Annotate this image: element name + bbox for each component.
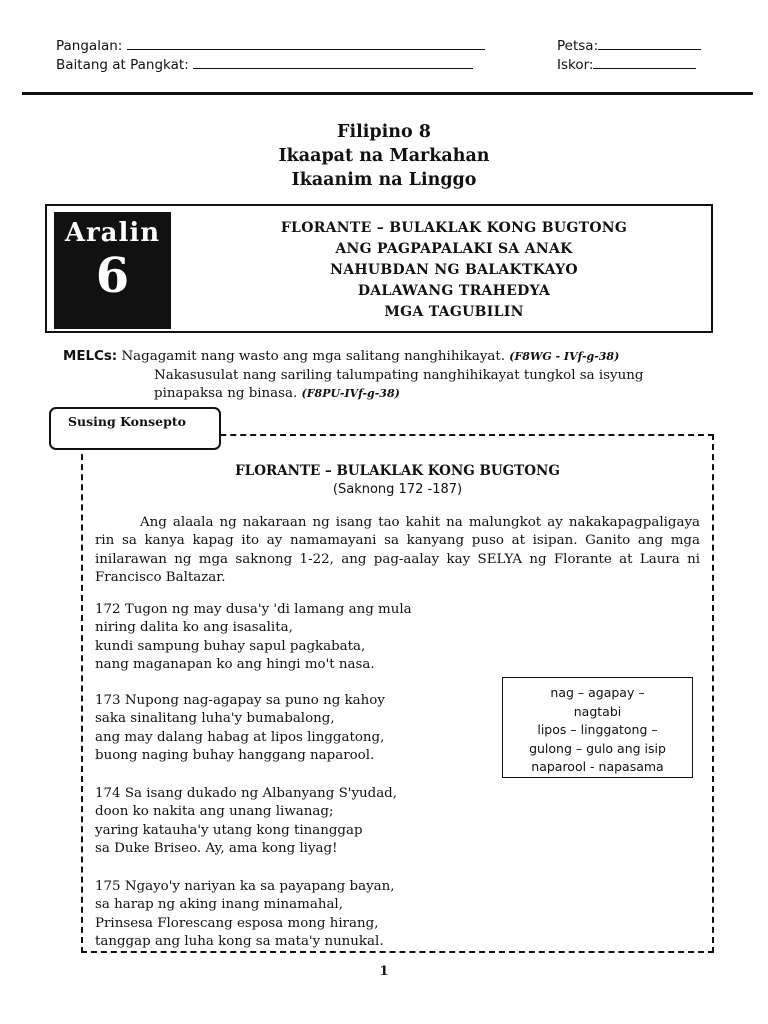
stanza-line: buong naging buhay hanggang naparool.: [95, 748, 375, 764]
concept-title: FLORANTE – BULAKLAK KONG BUGTONG: [235, 463, 560, 479]
stanza-line: sa Duke Briseo. Ay, ama kong liyag!: [95, 841, 338, 857]
stanza-174: [95, 785, 397, 859]
concept-tab: [49, 407, 221, 450]
score-blank[interactable]: [593, 55, 696, 69]
name-label: Pangalan:: [56, 38, 123, 54]
melc-text-2: Nakasusulat nang sariling talumpating nanghihikayat tungkol sa isyung: [154, 367, 644, 383]
stanza-line: yaring katauha'y utang kong tinanggap: [95, 822, 363, 838]
stanza-line: Prinsesa Florescang esposa mong hirang,: [95, 915, 379, 931]
stanza-line: 175 Ngayo'y nariyan ka sa payapang bayan,: [95, 879, 395, 894]
aralin-word: Aralin: [64, 218, 161, 248]
stanza-175: [95, 878, 395, 952]
stanza-line: saka sinalitang luha'y bumabalong,: [95, 711, 335, 727]
concept-tab-label: Susing Konsepto: [68, 414, 186, 429]
title-quarter: Ikaapat na Markahan: [278, 146, 490, 166]
score-label: Iskor:: [557, 57, 594, 73]
concept-subtitle: (Saknong 172 -187): [332, 482, 463, 497]
vocab-line: nag – agapay –: [550, 685, 645, 700]
stanza-172: [95, 601, 412, 675]
melcs-section: [63, 348, 713, 404]
stanza-line: sa harap ng aking inang minamahal,: [95, 897, 343, 913]
stanza-line: 174 Sa isang dukado ng Albanyang S'yudad,: [95, 786, 398, 801]
page-titles: [0, 120, 768, 192]
stanza-line: doon ko nakita ang unang liwanag;: [95, 804, 334, 820]
melc-text-3: pinapaksa ng binasa.: [154, 386, 298, 401]
date-label: Petsa:: [557, 38, 599, 54]
concept-box: [81, 434, 714, 953]
melc-line-1: [63, 348, 713, 367]
vocabulary-box: [502, 677, 693, 778]
lesson-box: [45, 204, 713, 333]
date-field[interactable]: [557, 36, 701, 54]
vocab-line: naparool - napasama: [531, 759, 664, 774]
grade-label: Baitang at Pangkat:: [56, 57, 189, 73]
aralin-badge: [54, 212, 171, 329]
title-week: Ikaanim na Linggo: [291, 170, 477, 190]
grade-field[interactable]: [56, 55, 473, 73]
concept-intro: Ang alaala ng nakaraan ng isang tao kahit na malungkot ay nakakapagpaligaya rin sa kanya kapag ito ay namamayani sa kanyang puso at isipan. Ganito ang mga inilarawan ng mga saknong 1-22, ang pag-aalay kay SELYA ng Florante at Laura ni Francisco Baltazar.: [95, 515, 700, 586]
lesson-item: ANG PAGPAPALAKI SA ANAK: [335, 241, 573, 257]
stanza-line: niring dalita ko ang isasalita,: [95, 620, 293, 636]
name-blank[interactable]: [127, 36, 485, 50]
date-blank[interactable]: [598, 36, 701, 50]
melc-line-3: [63, 385, 713, 404]
stanza-line: tanggap ang luha kong sa mata'y nunukal.: [95, 934, 384, 950]
stanza-line: 173 Nupong nag-agapay sa puno ng kahoy: [95, 693, 385, 708]
lesson-list: [197, 218, 711, 323]
grade-blank[interactable]: [193, 55, 473, 69]
header-rule: [22, 92, 753, 95]
score-field[interactable]: [557, 55, 696, 73]
lesson-item: NAHUBDAN NG BALAKTKAYO: [330, 262, 578, 278]
stanza-line: kundi sampung buhay sapul pagkabata,: [95, 638, 366, 654]
vocab-line: gulong – gulo ang isip: [529, 740, 666, 756]
melc-text-1: Nagagamit nang wasto ang mga salitang nanghihikayat.: [121, 349, 506, 364]
name-field[interactable]: [56, 36, 485, 54]
stanza-line: ang may dalang habag at lipos linggatong,: [95, 729, 385, 745]
stanza-line: 172 Tugon ng may dusa'y 'di lamang ang mula: [95, 602, 412, 617]
stanza-line: nang maganapan ko ang hingi mo't nasa.: [95, 657, 375, 673]
vocab-line: lipos – linggatong –: [537, 722, 658, 737]
page-number: 1: [379, 964, 389, 979]
lesson-item: MGA TAGUBILIN: [384, 304, 524, 320]
title-subject: Filipino 8: [337, 122, 431, 142]
melcs-label: MELCs:: [63, 349, 118, 364]
melc-code-2: (F8PU-IVf-g-38): [301, 387, 400, 400]
aralin-number: 6: [95, 248, 130, 304]
stanza-173: [95, 692, 385, 766]
lesson-item: DALAWANG TRAHEDYA: [357, 283, 551, 299]
melc-code-1: (F8WG - IVf-g-38): [509, 350, 620, 363]
vocab-line: nagtabi: [573, 703, 622, 719]
lesson-item: FLORANTE – BULAKLAK KONG BUGTONG: [280, 220, 628, 236]
